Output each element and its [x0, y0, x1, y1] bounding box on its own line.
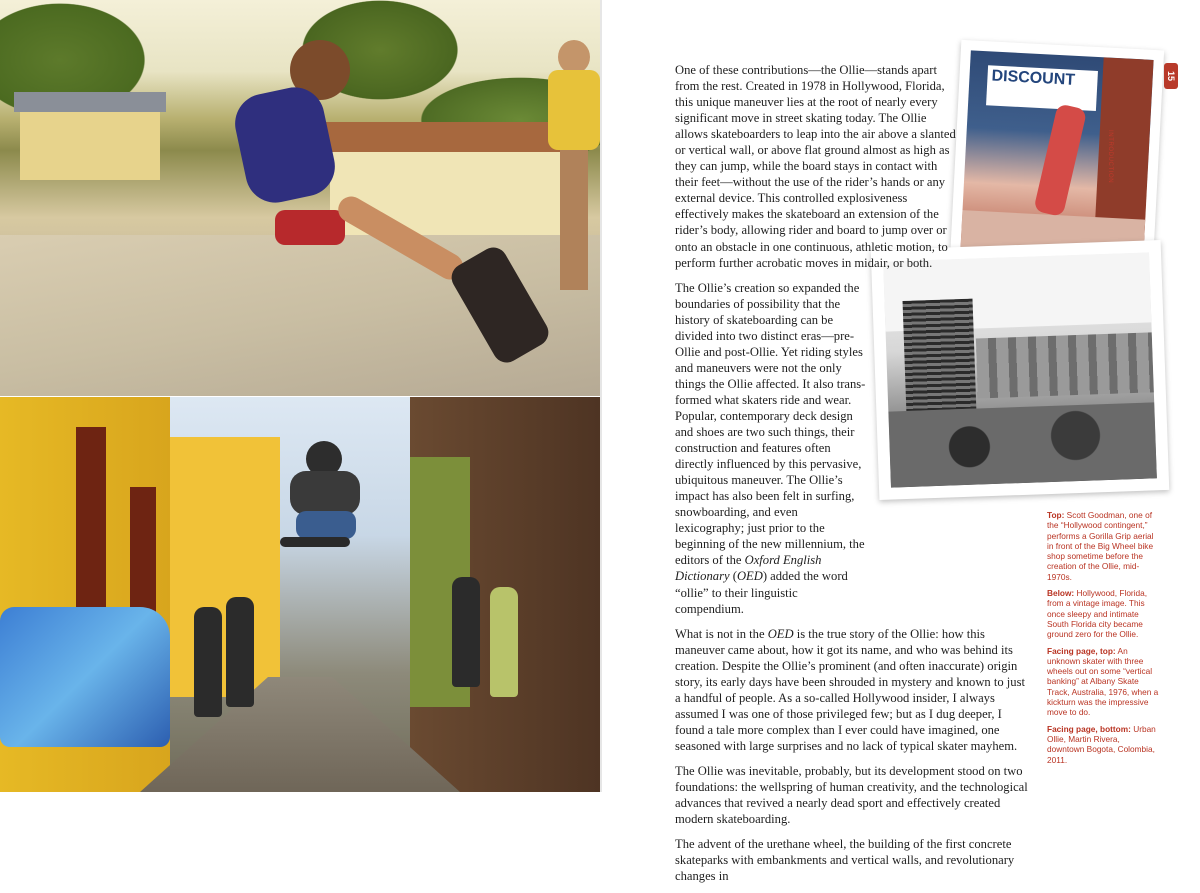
oed-abbrev: OED	[736, 569, 763, 584]
graffiti-wall	[0, 607, 170, 747]
page-gutter	[600, 0, 602, 792]
skater-figure	[200, 40, 460, 300]
paragraph-2-text: The Ollie’s creation so expanded the boundaries of possibility that the history of skateboarding can be divided into two distinct eras—pre-Ollie and post-Ollie. Yet riding styles and maneuvers were not the only things the Ollie affected. It also transformed what skaters ride and wear. Popular, contemporary deck design and shoes are two such things, their construction and features often directly influenced by this pervasive, ubiquitous maneuver. The Ollie’s impact has also been felt in surfing, snowboarding, and even lexicography; just prior to the beginning of the new millennium, the editors of the	[675, 280, 866, 568]
onlooker-figure	[490, 587, 518, 697]
caption-lead: Facing page, bottom:	[1047, 723, 1131, 734]
paren-open: (	[732, 569, 737, 584]
paragraph-5: The advent of the urethane wheel, the building of the first concrete skateparks with embankments and vertical walls, and revolutionary changes in	[675, 837, 1015, 884]
caption-text: Hollywood, Florida, from a vintage image. This once sleepy and intimate South Florida city became ground zero for the Ollie.	[1047, 588, 1148, 640]
body-text	[675, 62, 1030, 893]
oed-abbrev-2: OED	[767, 626, 794, 641]
paragraph-4: The Ollie was inevitable, probably, but its development stood on two foundations: the wellspring of human creativity, and the technological advances that revived a nearly dead sport and effectively created modern skateboarding.	[675, 763, 1028, 827]
yellow-building-2	[170, 437, 280, 697]
skateboard-bottom	[280, 537, 350, 547]
paragraph-3	[675, 626, 1030, 754]
page-number: 15	[1166, 70, 1176, 81]
onlooker-figure	[452, 577, 480, 687]
paragraph-1: One of these contributions—the Ollie—stands apart from the rest. Created in 1978 in Hollywood, Florida, this unique maneuver lies at the root of nearly every significant move in street skating today. The Ollie allows skateboarders to leap into the air above a slanted or vertical wall, or above flat ground almost as high as they can jump, while the board stays in contact with their feet—without the use of the rider’s hands or any external device. This controlled explosiveness effectively makes the skateboard an extension of the rider’s body, allowing rider and board to jump over or onto an obstacle in one continuous, athletic motion, to perform further acrobatic moves in midair, or both.	[675, 63, 956, 270]
caption-text: An unknown skater with three wheels out on some “vertical banking” at Albany Skate Track, Australia, 1976, when a kickturn was the impressive move to do.	[1047, 645, 1159, 718]
airborne-skater-figure	[280, 441, 370, 551]
caption-lead: Top:	[1047, 510, 1065, 520]
photo-vertical-banking-skater	[0, 0, 600, 396]
onlooker-figure	[226, 597, 254, 707]
caption-below	[1047, 588, 1159, 639]
shop-sign: DISCOUNT	[986, 65, 1098, 111]
caption-lead: Facing page, top:	[1047, 645, 1116, 656]
caption-facing-bottom	[1047, 724, 1159, 765]
onlooker-figure	[194, 607, 222, 717]
aerial-skater-figure	[1033, 103, 1087, 217]
house-left	[20, 110, 160, 180]
dictionary-title: Oxford English Dictionary	[675, 553, 822, 584]
paragraph-3-start: What is not in the	[675, 626, 765, 641]
caption-text: Urban Ollie, Martin Rivera, downtown Bogota, Colombia, 2011.	[1047, 723, 1156, 765]
caption-top	[1047, 510, 1159, 582]
section-running-head: INTRODUCTION	[1107, 130, 1113, 184]
bystander-figure	[548, 40, 600, 290]
caption-lead: Below:	[1047, 588, 1075, 599]
caption-facing-top	[1047, 646, 1159, 718]
paragraph-2	[675, 280, 867, 617]
photo-urban-ollie-bogota	[0, 397, 600, 792]
paragraph-2-end: ) added the word “ollie” to their linguistic compendium.	[675, 569, 848, 616]
photo-captions	[1047, 510, 1159, 771]
caption-text: Scott Goodman, one of the “Hollywood contingent,” performs a Gorilla Grip aerial in front of the Big Wheel bike shop sometime before the creation of the Ollie, mid-1970s.	[1047, 510, 1154, 582]
paragraph-3-text: is the true story of the Ollie: how this maneuver came about, how it got its name, and who was behind its creation. Despite the Ollie’s prominent (and often inaccurate) origin story, its early days have been shrouded in mystery and known to just a handful of people. As a so-called Hollywood insider, I always assumed I was one of those privileged few; but as I dug deeper, I found a tale more complex than I ever could have imagined, one seasoned with large surprises and no lack of typical skater mayhem.	[675, 626, 1025, 753]
